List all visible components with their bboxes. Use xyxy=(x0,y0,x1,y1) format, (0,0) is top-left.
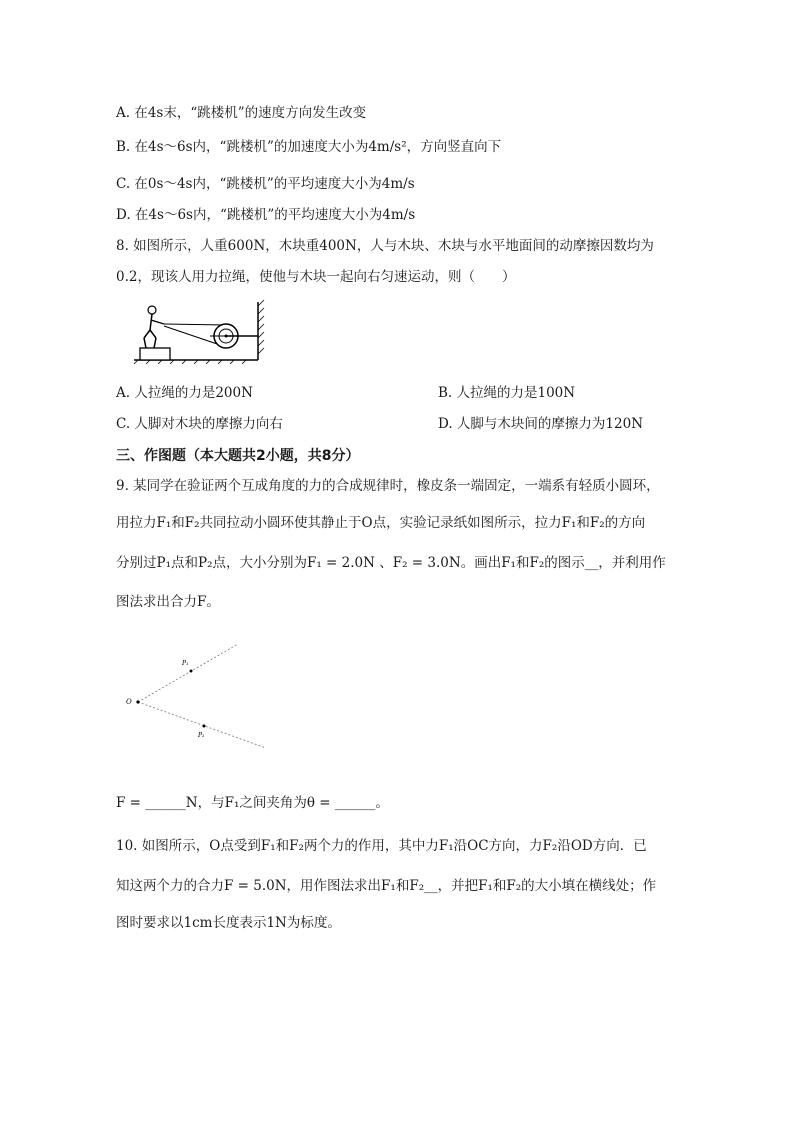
q7-option-d: D. 在4s～6s内，“跳楼机”的平均速度大小为4m/s xyxy=(116,207,416,223)
label-o: O xyxy=(126,698,132,706)
q9-line3: 分别过P₁点和P₂点，大小分别为F₁ = 2.0N 、F₂ = 3.0N。画出F₁和F₂的图示__，并利用作 xyxy=(116,555,666,571)
point-p1 xyxy=(190,670,193,673)
q8-option-c: C. 人脚对木块的摩擦力向右 xyxy=(116,416,283,432)
q8-stem-line2: 0.2，现该人用力拉绳，使他与木块一起向右匀速运动，则（ ） xyxy=(116,269,516,285)
q8-option-b: B. 人拉绳的力是100N xyxy=(438,385,576,401)
q8-stem-line1: 8. 如图所示，人重600N，木块重400N，人与木块、木块与水平地面间的动摩擦因数均为 xyxy=(116,238,654,254)
q8-option-a: A. 人拉绳的力是200N xyxy=(116,385,253,401)
q10-line1: 10. 如图所示，O点受到F₁和F₂两个力的作用，其中力F₁沿OC方向，力F₂沿OD方向．已 xyxy=(116,838,647,854)
q8-figure-person-pulley xyxy=(130,298,270,364)
q10-line3: 图时要求以1cm长度表示1N为标度。 xyxy=(116,915,341,931)
q9-line4: 图法求出合力F。 xyxy=(116,594,220,610)
q7-option-b: B. 在4s～6s内，“跳楼机”的加速度大小为4m/s²，方向竖直向下 xyxy=(116,139,502,155)
label-p1: P₁ xyxy=(182,660,189,667)
point-o xyxy=(136,700,139,703)
q9-line1: 9. 某同学在验证两个互成角度的力的合成规律时，橡皮条一端固定，一端系有轻质小圆环， xyxy=(116,478,660,494)
section-3-heading: 三、作图题（本大题共2小题，共8分） xyxy=(116,448,360,464)
q7-option-a: A. 在4s末，“跳楼机”的速度方向发生改变 xyxy=(116,105,367,121)
q9-line2: 用拉力F₁和F₂共同拉动小圆环使其静止于O点，实验记录纸如图所示，拉力F₁和F₂的方向 xyxy=(116,515,646,531)
q8-option-d: D. 人脚与木块间的摩擦力为120N xyxy=(438,416,644,432)
q10-line2: 知这两个力的合力F = 5.0N，用作图法求出F₁和F₂__，并把F₁和F₂的大小填在横线处；作 xyxy=(116,878,657,894)
point-p2 xyxy=(203,725,206,728)
q7-option-c: C. 在0s～4s内，“跳楼机”的平均速度大小为4m/s xyxy=(116,176,415,192)
label-p2: P₂ xyxy=(198,732,205,739)
q9-figure-force-directions xyxy=(120,640,280,755)
q9-answer-line: F = ______N，与F₁之间夹角为θ = ______。 xyxy=(116,795,389,811)
